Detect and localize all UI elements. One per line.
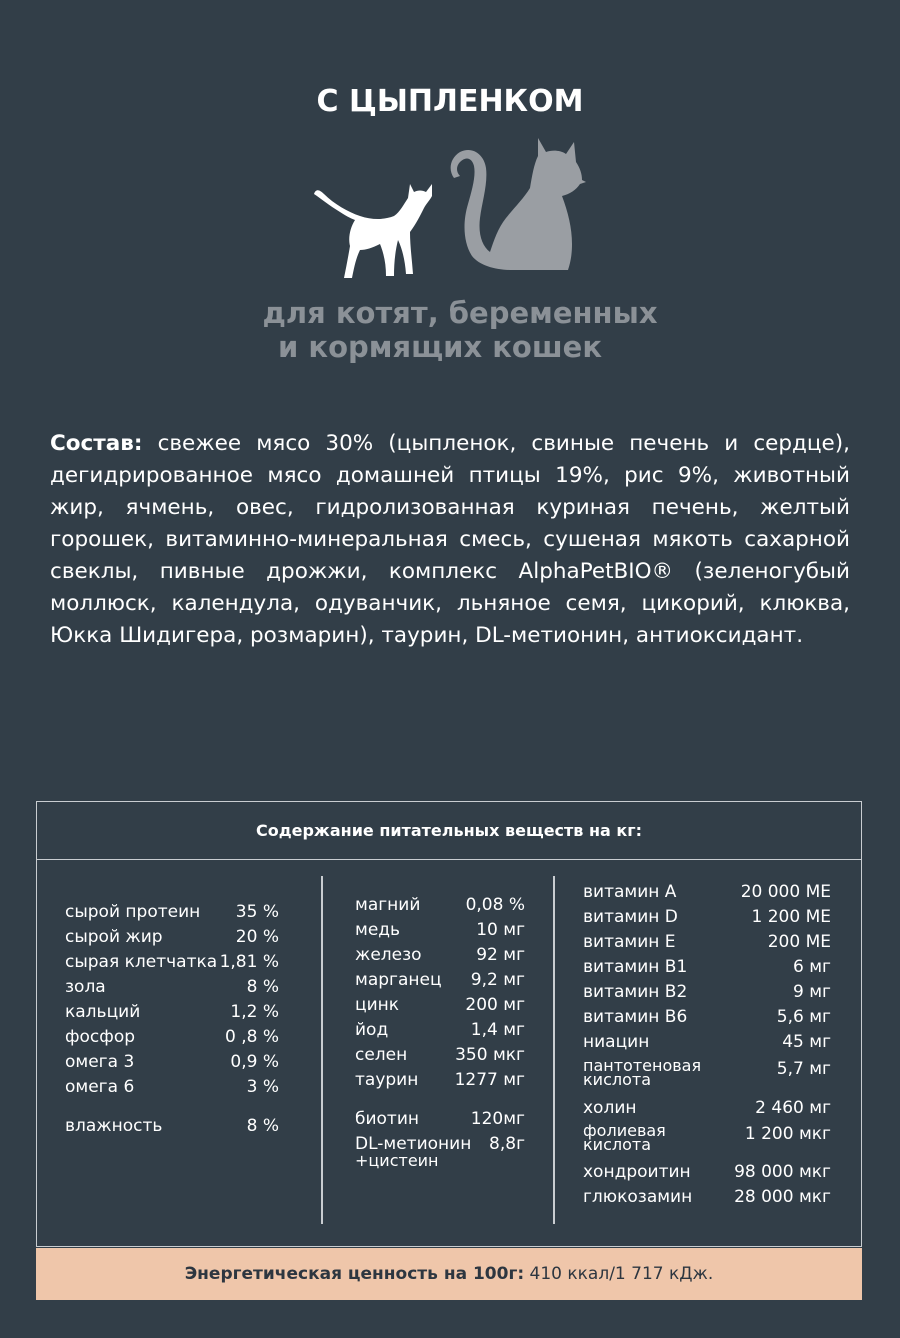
nutrient-column-2	[355, 802, 525, 1242]
column-divider	[553, 876, 555, 1224]
nutrient-row: сырой жир 20 %	[65, 927, 279, 947]
composition-text	[50, 428, 850, 652]
nutrient-row: DL-метионин +цистеин 8,8г	[355, 1134, 525, 1170]
nutrient-row: витамин А 20 000 МЕ	[583, 882, 831, 902]
nutrient-row: холин 2 460 мг	[583, 1098, 831, 1118]
nutrient-row: витамин В1 6 мг	[583, 957, 831, 977]
kitten-icon	[314, 184, 432, 278]
nutrient-row: витамин D 1 200 МЕ	[583, 907, 831, 927]
column-divider	[321, 876, 323, 1224]
nutrient-row: марганец 9,2 мг	[355, 970, 525, 990]
target-audience	[240, 296, 680, 364]
energy-value: 410 ккал/1 717 кДж.	[529, 1264, 714, 1284]
nutrient-row: фолиевая кислота 1 200 мкг	[583, 1121, 831, 1154]
nutrient-row: витамин В2 9 мг	[583, 982, 831, 1002]
subtitle-line-2: и кормящих кошек	[277, 330, 603, 364]
nutrient-row: медь 10 мг	[355, 920, 525, 940]
nutrient-row: витамин Е 200 МЕ	[583, 932, 831, 952]
nutrient-row: йод 1,4 мг	[355, 1020, 525, 1040]
composition-body: свежее мясо 30% (цыпленок, свиные печень и сердце), дегидрированное мясо домашней птицы 19%, рис 9%, животный жир, ячмень, овес, гидролизованная куриная печень, желтый горошек, витаминно-минеральная смесь, сушеная мякоть сахарной свеклы, пивные дрожжи, комплекс AlphaPetBIO® (зеленогубый моллюск, календула, одуванчик, льняное семя, цикорий, клюква, Юкка Шидигера, розмарин), таурин, DL-метионин, антиоксидант.	[50, 431, 850, 648]
nutrient-row: селен 350 мкг	[355, 1045, 525, 1065]
cats-illustration	[300, 128, 600, 288]
nutrient-table-title: Содержание питательных веществ на кг:	[37, 802, 861, 860]
nutrient-row: витамин В6 5,6 мг	[583, 1007, 831, 1027]
nutrient-row: влажность 8 %	[65, 1116, 279, 1136]
composition-label: Состав:	[50, 431, 143, 456]
nutrient-row: ниацин 45 мг	[583, 1032, 831, 1052]
nutrient-row: сырой протеин 35 %	[65, 902, 279, 922]
energy-value-bar	[36, 1248, 862, 1300]
subtitle-line-1: для котят, беременных	[262, 296, 658, 330]
nutrient-column-1	[65, 802, 279, 1242]
nutrient-row: цинк 200 мг	[355, 995, 525, 1015]
nutrient-row: пантотеновая кислота 5,7 мг	[583, 1056, 831, 1089]
nutrient-table	[36, 801, 862, 1247]
energy-label: Энергетическая ценность на 100г:	[184, 1264, 525, 1284]
nutrient-column-3	[583, 802, 831, 1242]
nutrient-row: железо 92 мг	[355, 945, 525, 965]
nutrient-row: фосфор 0 ,8 %	[65, 1027, 279, 1047]
nutrient-row: глюкозамин 28 000 мкг	[583, 1187, 831, 1207]
nutrient-row: магний 0,08 %	[355, 895, 525, 915]
nutrient-row: омега 6 3 %	[65, 1077, 279, 1097]
nutrient-row: биотин 120мг	[355, 1109, 525, 1129]
cat-icon	[451, 138, 586, 270]
nutrient-row: сырая клетчатка 1,81 %	[65, 952, 279, 972]
product-title: С ЦЫПЛЕНКОМ	[316, 84, 584, 119]
nutrient-row: таурин 1277 мг	[355, 1070, 525, 1090]
nutrient-row: зола 8 %	[65, 977, 279, 997]
nutrient-row: хондроитин 98 000 мкг	[583, 1162, 831, 1182]
nutrient-row: кальций 1,2 %	[65, 1002, 279, 1022]
nutrient-row: омега 3 0,9 %	[65, 1052, 279, 1072]
